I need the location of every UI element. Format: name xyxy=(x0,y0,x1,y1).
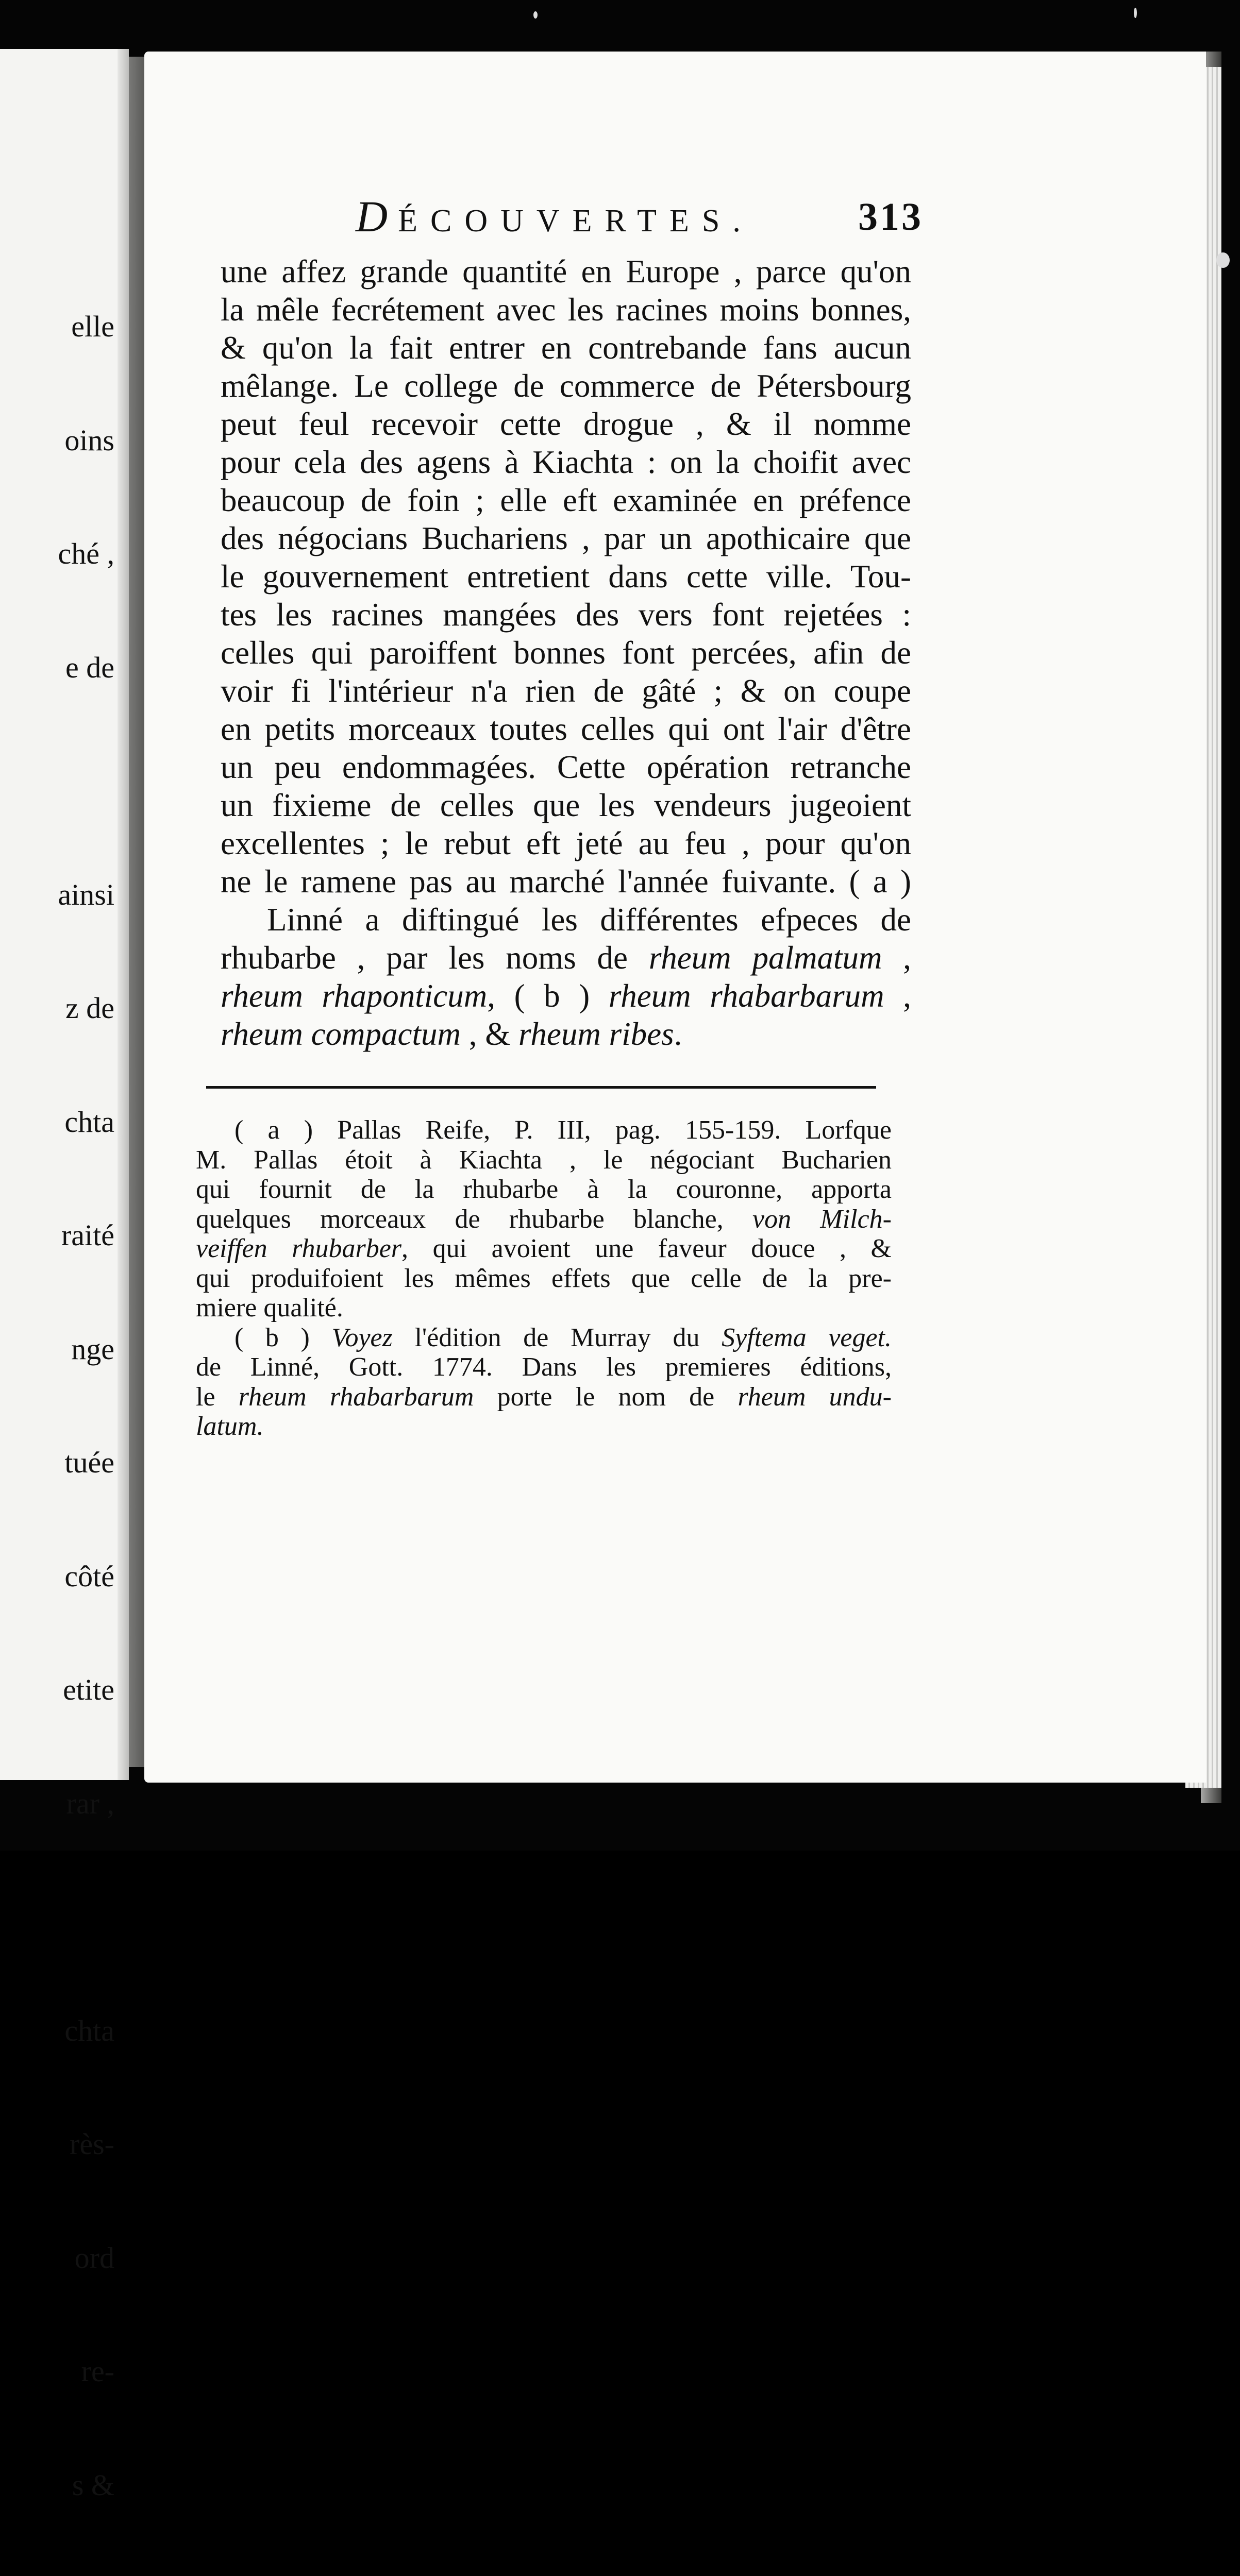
species-name: rheum rhabarbarum xyxy=(608,978,884,1014)
text-line: voir fi l'intérieur n'a rien de gâté ; & on coupe xyxy=(221,673,911,709)
text-line: en petits morceaux toutes celles qui ont l'air d'être xyxy=(221,711,911,747)
text-line: beaucoup de foin ; elle eft examinée en préfence xyxy=(221,482,911,518)
running-head-initial: D xyxy=(356,192,398,241)
left-line xyxy=(0,762,114,800)
text-span: , xyxy=(884,978,912,1014)
scan-speck xyxy=(1216,252,1230,268)
left-line: ainsi xyxy=(58,877,114,911)
text-line: mêlange. Le college de commerce de Pétersbourg xyxy=(221,368,911,404)
text-span: ( b ) xyxy=(234,1323,332,1352)
footnote-a-line xyxy=(196,1205,892,1234)
left-line: ord xyxy=(74,2241,114,2275)
text-line: un peu endommagées. Cette opération retranche xyxy=(221,749,911,785)
page-fold-shadow xyxy=(118,49,129,1780)
text-span: . xyxy=(674,1016,682,1052)
left-line: e de xyxy=(65,650,114,684)
scan-speck xyxy=(533,11,538,19)
left-line: rès- xyxy=(70,2127,114,2161)
text-line: un fixieme de celles que les vendeurs jugeoient xyxy=(221,787,911,823)
footnotes xyxy=(196,1115,892,1442)
german-phrase: von Milch- xyxy=(752,1204,892,1234)
left-line xyxy=(0,1898,114,1936)
footnote-b-line xyxy=(196,1323,892,1353)
species-name: rheum rhaponticum xyxy=(221,978,488,1014)
left-line: chta xyxy=(64,2013,114,2047)
text-span: porte le nom de xyxy=(474,1382,738,1412)
footnote-b-line: de Linné, Gott. 1774. Dans les premieres éditions, xyxy=(196,1352,892,1382)
footnote-b-line: latum. xyxy=(196,1412,264,1441)
text-line: peut feul recevoir cette drogue , & il nomme xyxy=(221,406,911,442)
species-name: rheum palmatum xyxy=(648,940,882,976)
scan-speck xyxy=(1134,8,1137,18)
text-line xyxy=(221,1015,911,1053)
text-line: & qu'on la fait entrer en contrebande fans aucun xyxy=(221,330,911,366)
text-line: pour cela des agens à Kiachta : on la choifit avec xyxy=(221,444,911,480)
left-line: etite xyxy=(63,1673,114,1706)
species-name: rheum rhabarbarum xyxy=(238,1382,474,1412)
left-line: nge xyxy=(71,1332,114,1366)
left-line: elle xyxy=(71,310,114,343)
text-span: , ( b ) xyxy=(487,978,609,1014)
text-line: tes les racines mangées des vers font rejetées : xyxy=(221,597,911,633)
text-line: ne le ramene pas au marché l'année fuivante. ( a ) xyxy=(221,863,911,900)
species-name: rheum compactum xyxy=(221,1016,461,1052)
previous-page-text xyxy=(0,232,114,2576)
left-line: rar , xyxy=(66,1786,114,1820)
footnote-a-line: qui produifoient les mêmes effets que celle de la pre- xyxy=(196,1263,892,1293)
previous-page-strip xyxy=(0,49,129,2502)
text-line: Linné a diftingué les différentes efpeces de xyxy=(267,902,911,938)
species-name: rheum ribes xyxy=(518,1016,674,1052)
running-head-rest: ÉCOUVERTES. xyxy=(398,204,753,239)
species-name: rheum undu- xyxy=(738,1382,892,1412)
footnote-a-line: ( a ) Pallas Reife, P. III, pag. 155-159. Lorfque xyxy=(234,1115,892,1145)
text-span: le xyxy=(196,1382,239,1412)
footnote-a-line: miere qualité. xyxy=(196,1293,343,1323)
page-number: 313 xyxy=(858,195,923,239)
text-span: quelques morceaux de rhubarbe blanche, xyxy=(196,1204,752,1234)
text-line xyxy=(221,939,911,977)
left-line: chta xyxy=(64,1105,114,1139)
text-span: , qui avoient une faveur douce , & xyxy=(401,1234,892,1263)
running-head xyxy=(356,191,923,242)
text-line: la mêle fecrétement avec les racines moins bonnes, xyxy=(221,292,911,328)
text-line: excellentes ; le rebut eft jeté au feu , pour qu'on xyxy=(221,825,911,861)
footnote-rule xyxy=(206,1086,876,1089)
left-line: raité xyxy=(61,1218,114,1252)
footnote-b-line xyxy=(196,1382,892,1412)
text-span: , xyxy=(882,940,911,976)
text-line: celles qui paroiffent bonnes font percées, afin de xyxy=(221,635,911,671)
left-line: s & xyxy=(72,2468,114,2502)
text-span: , & xyxy=(461,1016,519,1052)
left-line: oins xyxy=(64,423,114,457)
text-line xyxy=(221,977,911,1015)
left-line: tuée xyxy=(64,1446,114,1479)
footnote-a-line: M. Pallas étoit à Kiachta , le négociant Bucharien xyxy=(196,1145,892,1175)
german-phrase: veiffen rhubarber xyxy=(196,1234,402,1263)
text-span: rhubarbe , par les noms de xyxy=(221,940,649,976)
text-line: le gouvernement entretient dans cette ville. Tou- xyxy=(221,558,911,595)
text-line: une affez grande quantité en Europe , parce qu'on xyxy=(221,253,911,290)
text-line: des négocians Buchariens , par un apothicaire que xyxy=(221,520,911,556)
left-line: ché , xyxy=(58,537,114,570)
left-line: z de xyxy=(65,991,114,1025)
footnote-a-line: qui fournit de la rhubarbe à la couronne, apporta xyxy=(196,1175,892,1204)
text-span: l'édition de Murray du xyxy=(392,1323,722,1352)
main-text xyxy=(221,252,911,1053)
book-title: Syftema veget. xyxy=(722,1323,892,1352)
left-line: côté xyxy=(64,1559,114,1593)
left-line: re- xyxy=(81,2354,114,2388)
footnote-a-line xyxy=(196,1234,892,1264)
text-span: Voyez xyxy=(331,1323,393,1352)
